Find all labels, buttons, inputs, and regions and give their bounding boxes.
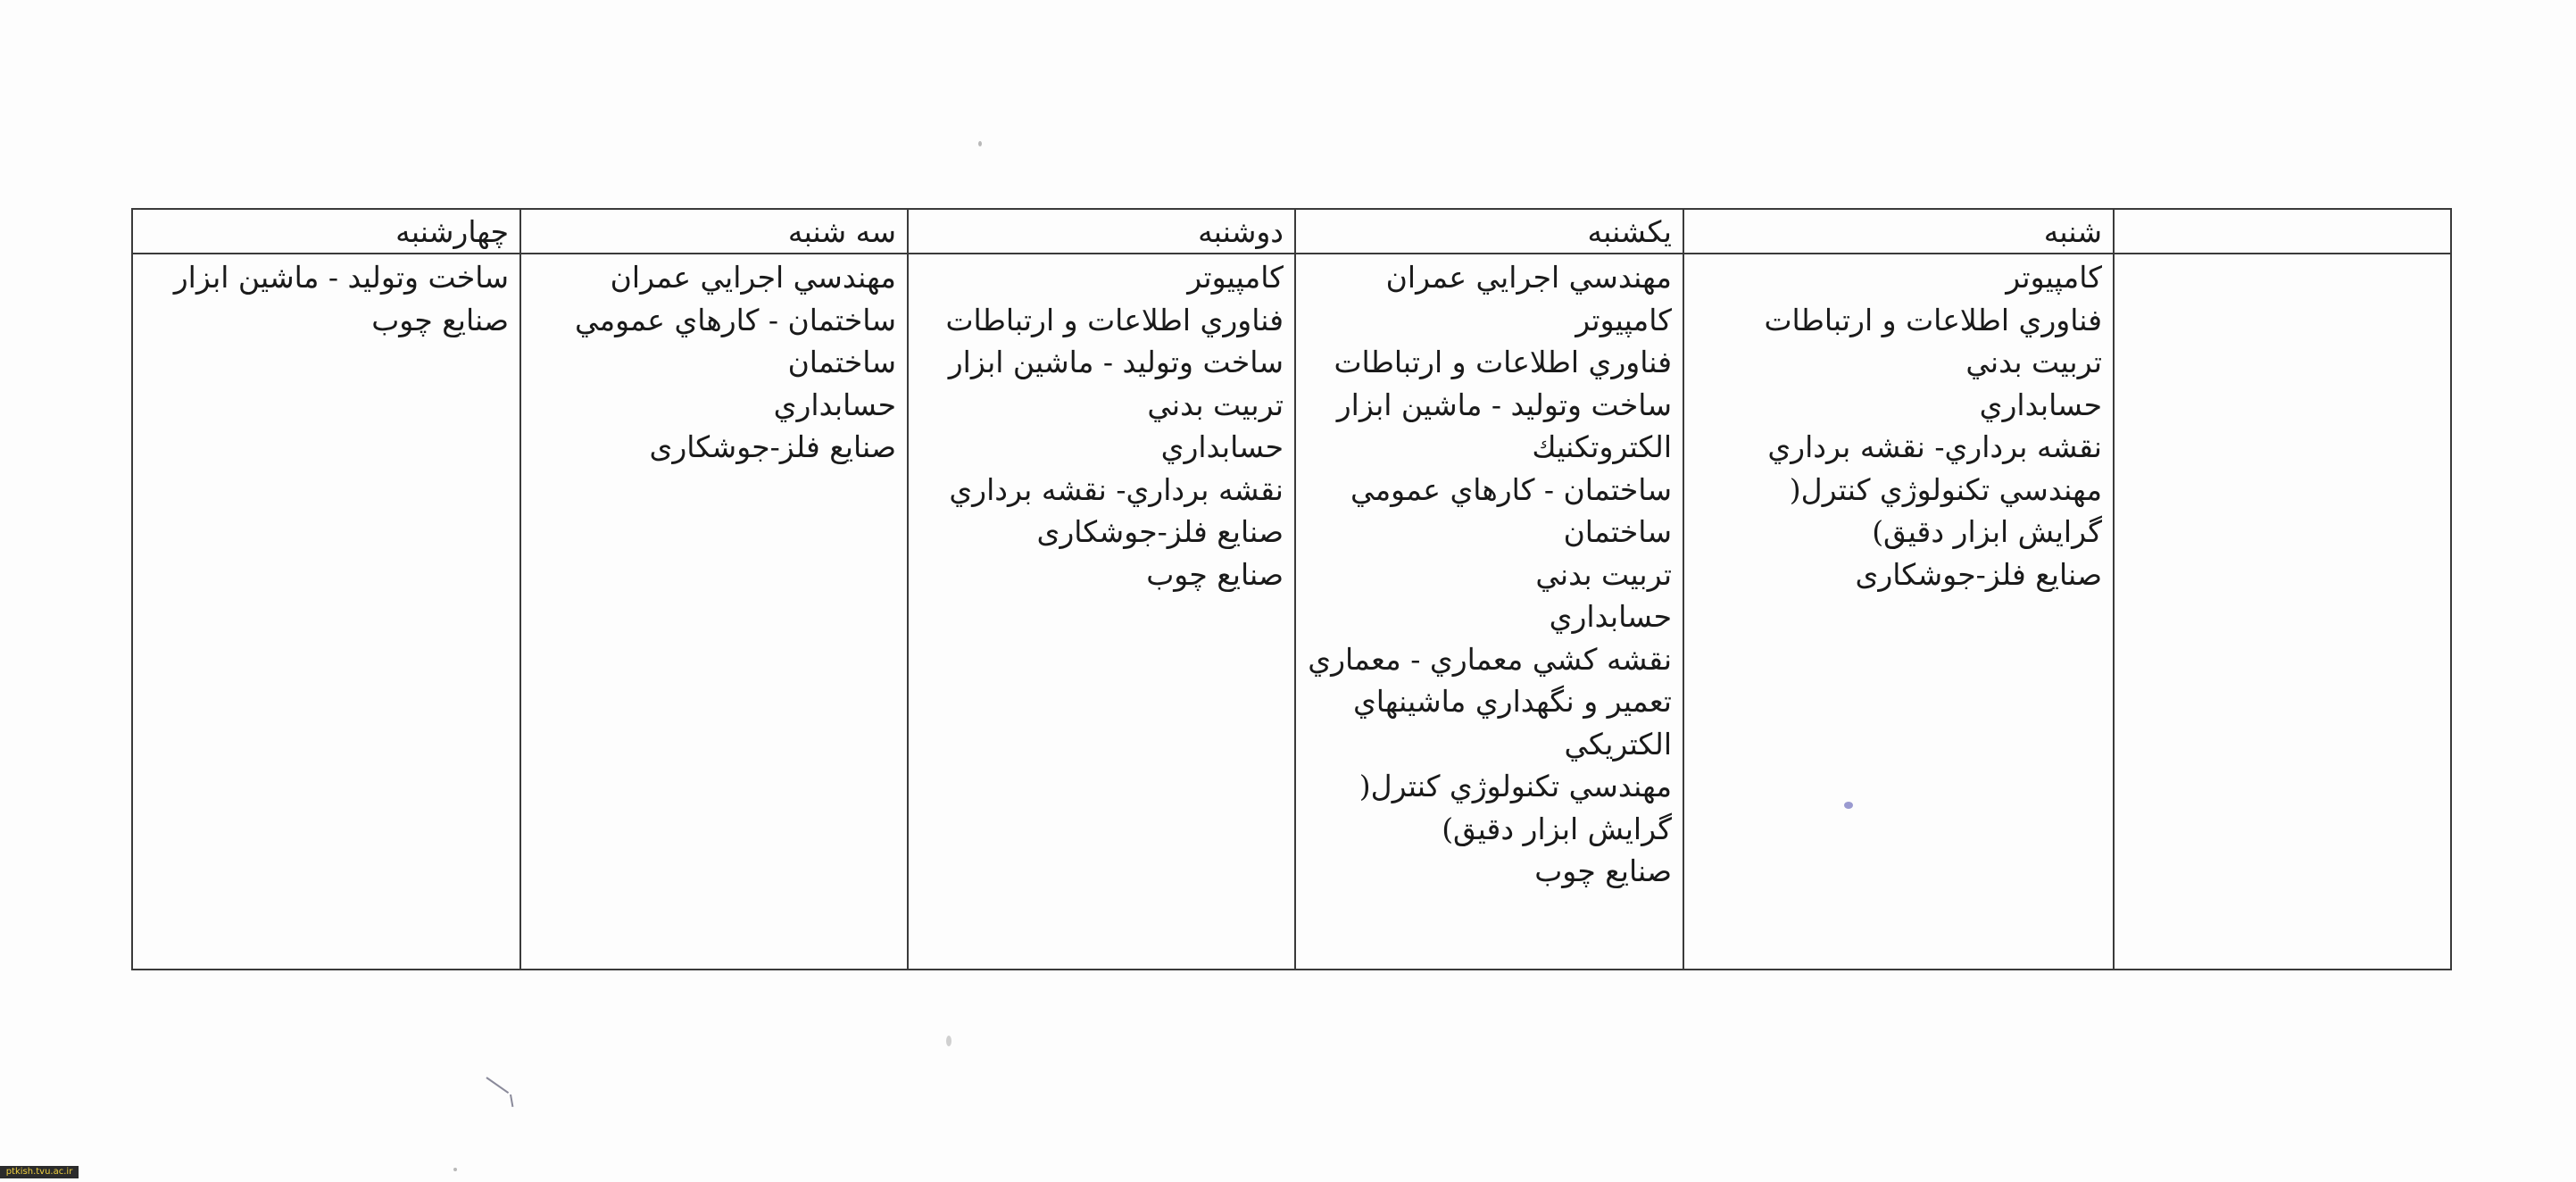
course-item: فناوري اطلاعات و ارتباطات [945, 302, 1284, 337]
header-row [133, 210, 2450, 254]
course-item: صنايع چوب [1146, 556, 1284, 592]
pen-stroke [510, 1095, 513, 1107]
course-item: تعمير و نگهداري ماشينهاي [1352, 684, 1672, 719]
course-item: مهندسي اجرايي عمران [610, 260, 896, 295]
scan-speck [946, 1036, 951, 1046]
ink-speck [1844, 802, 1853, 809]
course-item: تربيت بدني [1965, 345, 2102, 379]
cell-blank [2113, 254, 2454, 969]
site-logo-badge: ptkish.tvu.ac.ir [0, 1166, 79, 1178]
scan-speck [978, 141, 982, 146]
course-item: ساختمان [1563, 514, 1672, 549]
course-item: صنايع فلز-جوشكاری [1036, 514, 1284, 549]
course-item: كامپيوتر [1187, 260, 1284, 295]
course-item: صنايع فلز-جوشكاری [649, 429, 896, 464]
course-item: گرايش ابزار دقيق) [1872, 514, 2102, 549]
course-item: الكتريكي [1564, 726, 1672, 762]
cell-sunday [1294, 254, 1683, 969]
course-item: صنايع چوب [371, 302, 509, 337]
course-item: تربيت بدني [1147, 387, 1284, 422]
course-item: ساختمان [787, 345, 896, 379]
scan-speck [453, 1168, 457, 1171]
course-item: حسابداري [773, 387, 896, 422]
course-item: كامپيوتر [2006, 260, 2102, 295]
course-item: حسابداري [1549, 599, 1672, 634]
header-saturday: شنبه [2043, 214, 2102, 249]
header-blank [2113, 210, 2454, 254]
course-item: حسابداري [1979, 387, 2102, 422]
course-item: كامپيوتر [1575, 302, 1672, 337]
course-item: حسابداري [1160, 429, 1284, 464]
course-item: مهندسي اجرايي عمران [1385, 260, 1672, 295]
weekly-schedule-table [131, 208, 2452, 970]
course-item: مهندسي تكنولوژي كنترل( [1789, 471, 2102, 507]
header-tuesday: سه شنبه [787, 214, 896, 249]
course-item: ساخت وتوليد - ماشين ابزار [1336, 387, 1672, 422]
course-item: مهندسي تكنولوژي كنترل( [1359, 769, 1672, 803]
header-monday: دوشنبه [1198, 214, 1284, 249]
course-item: فناوري اطلاعات و ارتباطات [1764, 302, 2102, 337]
course-item: نقشه برداري- نقشه برداري [949, 471, 1284, 507]
course-item: ساختمان - كارهاي عمومي [1350, 471, 1672, 507]
header-sunday: يكشنبه [1587, 214, 1672, 249]
cell-monday [907, 254, 1294, 969]
cell-wednesday [133, 254, 519, 969]
course-item: صنایع فلز-جوشكاری [1855, 556, 2102, 592]
course-item: الكتروتكنيك [1532, 429, 1672, 464]
header-wednesday: چهارشنبه [395, 214, 509, 249]
course-item: فناوري اطلاعات و ارتباطات [1334, 345, 1672, 379]
course-item: گرايش ابزار دقيق) [1442, 811, 1672, 846]
course-item: صنايع چوب [1534, 853, 1672, 888]
course-item: نقشه كشي معماري - معماري [1308, 641, 1672, 677]
pen-stroke [486, 1077, 509, 1094]
course-item: تربيت بدني [1535, 556, 1672, 592]
course-item: ساخت وتوليد - ماشين ابزار [173, 260, 509, 295]
cell-tuesday [519, 254, 907, 969]
cell-saturday [1683, 254, 2113, 969]
course-item: نقشه برداري- نقشه برداري [1767, 429, 2102, 464]
course-item: ساخت وتوليد - ماشين ابزار [948, 345, 1284, 379]
course-item: ساختمان - كارهاي عمومي [574, 302, 896, 337]
